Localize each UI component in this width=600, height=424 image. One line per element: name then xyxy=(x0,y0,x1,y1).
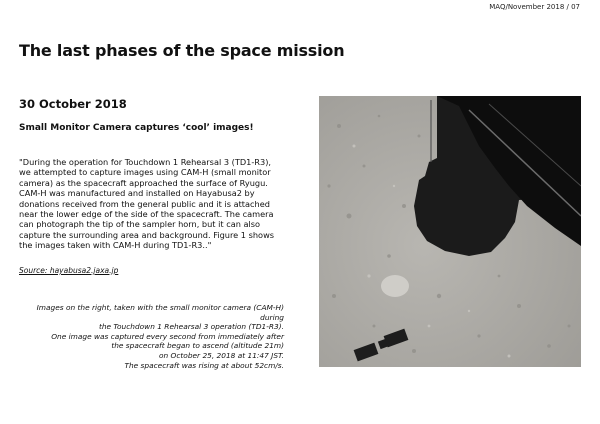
caption-line: Images on the right, taken with the small monitor camera (CAM-H) during xyxy=(36,303,284,322)
article-date: 30 October 2018 xyxy=(19,97,127,111)
ryugu-surface-image xyxy=(319,96,581,367)
caption-line: the Touchdown 1 Rehearsal 3 operation (TD1-R3). xyxy=(98,322,284,332)
caption-line: One image was captured every second from immediately after xyxy=(51,331,284,341)
caption-line: the spacecraft began to ascend (altitude 21m) xyxy=(111,341,284,351)
source-link[interactable]: Source: hayabusa2.jaxa.jp xyxy=(19,266,119,275)
page-reference: MAQ/November 2018 / 07 xyxy=(489,3,580,11)
article-subheading: Small Monitor Camera captures ‘cool’ images! xyxy=(19,123,254,133)
ryugu-surface-photo xyxy=(319,96,581,367)
image-caption xyxy=(14,303,284,370)
caption-line: on October 25, 2018 at 11:47 JST. xyxy=(158,350,284,360)
caption-line: The spacecraft was rising at about 52cm/s. xyxy=(124,360,284,370)
page-title: The last phases of the space mission xyxy=(19,41,345,60)
bright-boulder xyxy=(381,275,409,297)
article-quote: "During the operation for Touchdown 1 Rehearsal 3 (TD1-R3), we attempted to capture images using CAM-H (small monitor camera) as the spacecraft approached the surface of Ryugu. CAM-H was manufactured and installed on Hayabusa2 by donations received from the general public and it is attached near the lower edge of the side of the spacecraft. The camera can photograph the tip of the sampler horn, but it can also capture the surrounding area and background. Figure 1 shows the images taken with CAM-H during TD1-R3.." xyxy=(19,157,275,251)
